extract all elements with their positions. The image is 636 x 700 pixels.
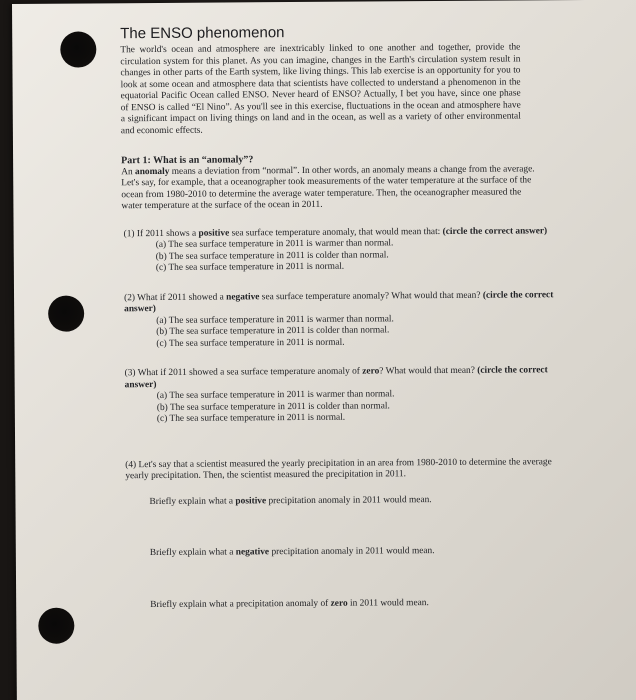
question-3-option-c[interactable]: (c) The sea surface temperature in 2011 is normal. xyxy=(156,412,346,424)
question-1-prompt: (1) If 2011 shows a positive sea surface temperature anomaly, that would mean that: (circle the correct answer) xyxy=(123,225,548,239)
question-4-positive-prompt: Briefly explain what a positive precipitation anomaly in 2011 would mean. xyxy=(149,494,432,507)
question-4-negative-prompt: Briefly explain what a negative precipitation anomaly in 2011 would mean. xyxy=(149,546,435,559)
question-3 xyxy=(123,365,563,426)
question-3-prompt: (3) What if 2011 showed a sea surface temperature anomaly of zero? What would that mean? (circle the correct answer) xyxy=(124,365,548,390)
intro-paragraph: The world's ocean and atmosphere are inextricably linked to one another and together, provide the circulation system for this planet. As you can imagine, changes in the Earth's circulation system result in changes in other parts of the Earth system, like living things. This lab exercise is an opportunity for you to look at some ocean and atmosphere data that scientists have collected to understand a phenomenon in the equatorial Pacific Ocean called ENSO. Never heard of ENSO? Actually, I bet you have, since one phase of ENSO is called “El Nino”. As you'll see in this exercise, fluctuations in the ocean and atmosphere have a significant impact on living things on land and in the ocean, as well as a variety of other environmental and economic effects. xyxy=(120,42,521,136)
question-2-option-a[interactable]: (a) The sea surface temperature in 2011 is warmer than normal. xyxy=(156,313,394,326)
question-1 xyxy=(122,226,562,275)
question-4-zero-prompt: Briefly explain what a precipitation anomaly of zero in 2011 would mean. xyxy=(150,597,429,610)
question-1-option-a[interactable]: (a) The sea surface temperature in 2011 is warmer than normal. xyxy=(155,238,394,251)
question-4 xyxy=(123,457,564,612)
question-1-option-b[interactable]: (b) The sea surface temperature in 2011 is colder than normal. xyxy=(155,249,389,262)
question-2-prompt: (2) What if 2011 showed a negative sea surface temperature anomaly? What would that mean? (circle the correct answer) xyxy=(124,289,554,315)
part1-heading: Part 1: What is an “anomaly”? xyxy=(121,154,254,167)
question-2-option-b[interactable]: (b) The sea surface temperature in 2011 is colder than normal. xyxy=(156,325,390,338)
punch-hole-top xyxy=(60,31,96,67)
question-3-option-a[interactable]: (a) The sea surface temperature in 2011 is warmer than normal. xyxy=(156,389,395,401)
worksheet-content xyxy=(120,22,564,611)
part1-paragraph: An anomaly means a deviation from “normal”. In other words, an anomaly means a change from the average. Let's say, for example, that a oceanographer took measurements of the water temperature at the surface of the ocean from 1980-2010 to determine the average water temperature. Then, the oceanographer measured the water temperature at the surface of the ocean in 2011. xyxy=(121,163,535,212)
question-3-option-b[interactable]: (b) The sea surface temperature in 2011 is colder than normal. xyxy=(156,400,390,413)
page-title: The ENSO phenomenon xyxy=(120,24,285,43)
punch-hole-bottom xyxy=(38,608,74,644)
worksheet-page xyxy=(12,0,636,700)
question-2-option-c[interactable]: (c) The sea surface temperature in 2011 is normal. xyxy=(156,337,345,349)
question-4-prompt: (4) Let's say that a scientist measured the yearly precipitation in an area from 1980-2010 to determine the average yearly precipitation. Then, the scientist measured the precipitation in 2011. xyxy=(125,456,552,482)
question-1-option-c[interactable]: (c) The sea surface temperature in 2011 is normal. xyxy=(155,261,345,274)
punch-hole-middle xyxy=(48,296,84,332)
question-2 xyxy=(122,290,562,351)
